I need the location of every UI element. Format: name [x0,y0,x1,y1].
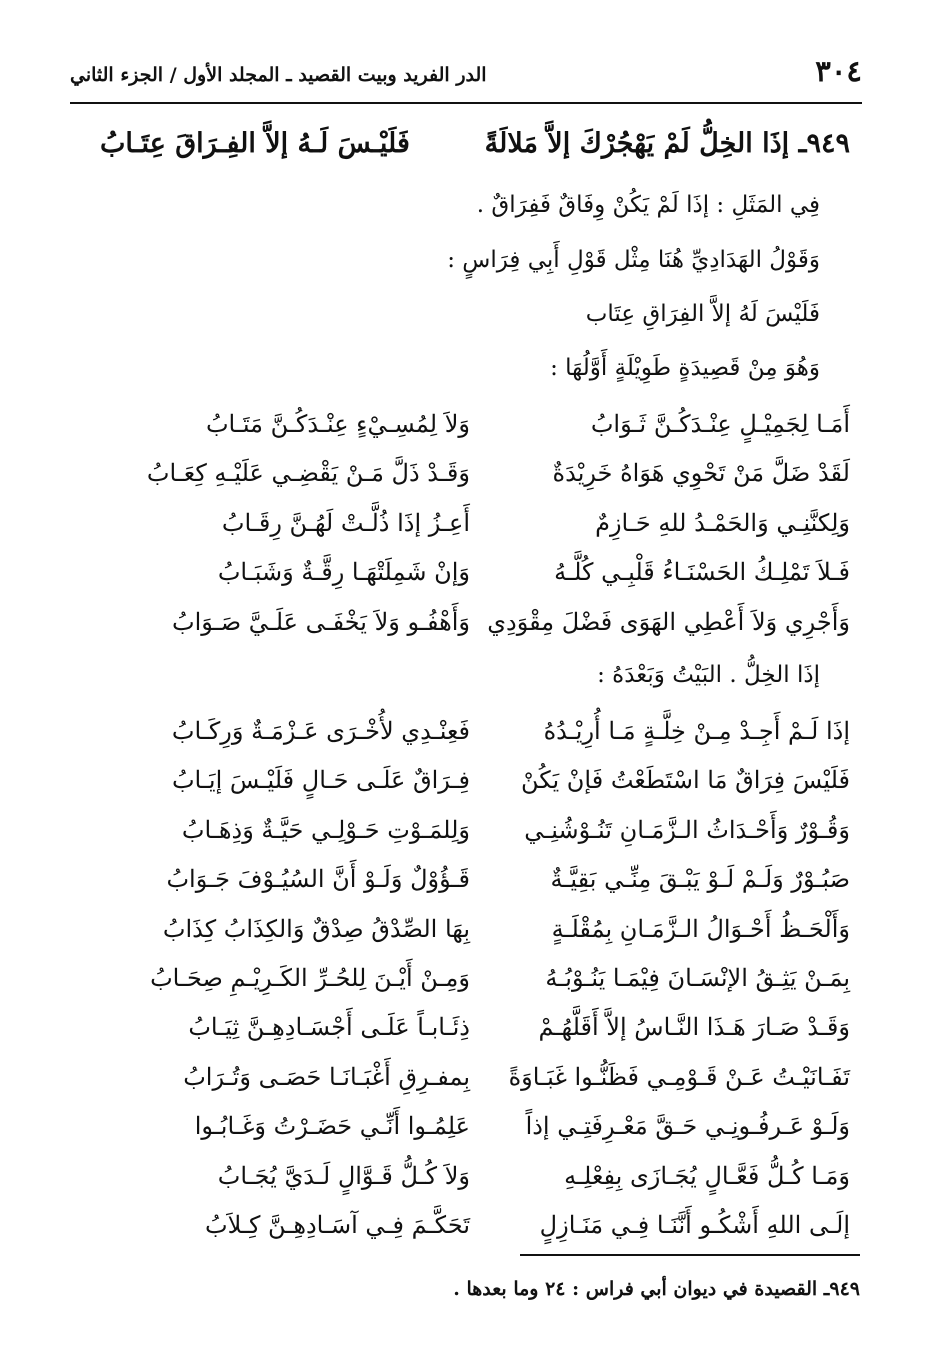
footnote-divider [520,1254,860,1256]
couplet [100,964,850,1013]
page-header [70,52,862,100]
first-hemistich: بِمَـنْ يَثِـقُ الإنْسَـانَ فِيْمَـا يَنُـوْبُـهُ [545,963,850,992]
second-hemistich: وَقَـدْ ذَلَّ مَـنْ يَقْضِـي عَلَيْـهِ كِعَـابُ [146,459,470,488]
couplet [100,1112,850,1161]
commentary-line: وَهُوَ مِنْ قَصِيدَةٍ طَوِيْلَةٍ أَوَّلُهَا : [550,355,820,381]
first-hemistich: فَلَيْسَ فِرَاقٌ مَا اسْتَطَعْتُ فَإنْ يَكُنْ [520,766,850,795]
commentary-line: وَقَوْلُ الهَدَادِيِّ هُنَا مِثْل قَوْلِ أَبِي فِرَاسٍ : [447,247,820,273]
second-hemistich: أَعِـزُ إذَا ذُلَّـتْ لَهُـنَّ رِقَـابُ [221,508,470,537]
entry-verse-first-hemistich: ٩٤٩ـ إذَا الخِلُّ لَمْ يَهْجُرْكَ إلاَّ مَلالَةً [484,128,850,159]
couplet [100,509,850,558]
footnote: ٩٤٩ـ القصيدة في ديوان أبي فراس : ٢٤ وما بعدها . [453,1278,860,1300]
second-hemistich: فِـرَاقٌ عَلَـى حَـالٍ فَلَيْـسَ إيَـابُ [171,766,470,795]
second-hemistich: وَلاَ كُـلُّ قَـوَّالٍ لَـدَيَّ يُجَـابُ [217,1161,470,1190]
commentary-line: فِي المَثَلِ : إذَا لَمْ يَكُنْ وِفَاقٌ فَفِرَاقٌ . [476,192,820,218]
running-title: الدر الفريد وبيت القصيد ـ المجلد الأول / الجزء الثاني [70,64,487,86]
commentary-line: فَلَيْسَ لَهُ إلاَّ الفِرَاقِ عِتَاب [585,301,820,327]
couplet [100,717,850,766]
first-hemistich: وَلَـوْ عَـرفُـونِـي حَـقَّ مَعْـرِفَتِـي إذاً [525,1112,850,1141]
entry-verse [100,128,850,178]
couplet [100,459,850,508]
couplet [100,1162,850,1211]
couplet [100,1211,850,1260]
first-hemistich: وَأَلْحَـظُ أَحْـوَالُ الـزَّمَـانِ بِمُقْلَـةٍ [551,914,850,943]
first-hemistich: وَأَجْرِي وَلاَ أَعْطِي الهَوَى فَضْلَ مِقْوَدِي [487,607,850,636]
poem-block-2 [100,717,850,1260]
first-hemistich: إذَا لَـمْ أَجِـدْ مِـنْ خِلَّـةٍ مَـا أُرِيْـدُهُ [543,717,850,745]
couplet [100,1063,850,1112]
second-hemistich: وَلِلمَـوْتِ حَـوْلِـي حَيَّـةٌ وَذِهَـابُ [181,815,470,844]
first-hemistich: وَمَـا كُـلُّ فَعَّـالٍ يُجَـازَى بِفِعْلِـهِ [564,1161,850,1190]
couplet [100,558,850,607]
first-hemistich: وَلِكنَّنِـي وَالحَمْـدُ للهِ حَـازِمٌ [595,508,850,537]
second-hemistich: فَعِنْـدِي لأُخْـرَى عَـزْمَـةٌ وَرِكَـابُ [171,717,470,745]
first-hemistich: صَبُـوْرٌ وَلَـمْ لَـوْ يَبْـقَ مِنِّـي بَقِيَّـةٌ [550,865,850,894]
first-hemistich: تَفَـانَيْـتُ عَـنْ قَـوْمِـي فَظَنُّـوا غَبَـاوَةً [508,1062,850,1091]
couplet [100,915,850,964]
second-hemistich: وَأَهْفُـو وَلاَ يَخْفَـى عَلَـيَّ صَـوَابُ [172,607,470,636]
first-hemistich: لَقَدْ ضَلَّ مَنْ تَحْوِي هَوَاهُ خَرِيْدَةٌ [552,459,850,488]
poem-block-1 [100,410,850,657]
second-hemistich: قَـؤُوْلٌ وَلَـوْ أَنَّ السُيُـوْفَ جَـوَابُ [166,865,470,894]
entry-verse-second-hemistich: فَلَيْـسَ لَـهُ إلاَّ الفِـرَاقَ عِتَـابُ [100,128,410,159]
first-hemistich: إلَـى اللهِ أَشْكُـو أَنَّنَـا فِـي مَنَـازِلٍ [539,1210,850,1239]
page-number: ٣٠٤ [815,54,862,88]
couplet [100,410,850,459]
second-hemistich: بِهَا الصِّدْقُ صِدْقٌ وَالكِذَابُ كِذَابُ [162,914,470,943]
second-hemistich: وَمِـنْ أَيْـنَ لِلحُـرِّ الكَـرِيْـمِ صِحَـابُ [150,963,470,992]
couplet [100,608,850,657]
couplet [100,816,850,865]
second-hemistich: عَلِمُـوا أَنِّـي حَضَـرْتُ وَغَـابُـوا [194,1112,470,1141]
second-hemistich: ذِئَـابـاً عَلَـى أَجْسَـادِهِـنَّ ثِيَـابُ [188,1013,470,1042]
first-hemistich: وَقَـدْ صَـارَ هَـذَا النَّـاسُ إلاَّ أَقَلَّهُـمْ [538,1013,850,1042]
couplet [100,865,850,914]
couplet [100,766,850,815]
second-hemistich: بِمفـرِقِ أَغْبَـانَـا حَصَـى وَتُـرَابُ [183,1062,470,1091]
header-divider [70,102,862,104]
second-hemistich: وَإنْ شَمِلَتْهَـا رِقَّـةٌ وَشَبَـابُ [217,558,470,587]
first-hemistich: أَمَـا لِجَمِيْـلٍ عِنْـدَكُـنَّ ثَـوَابُ [590,410,850,438]
second-hemistich: وَلاَ لِمُسِـيْءٍ عِنْـدَكُـنَّ مَتَـابُ [205,410,470,438]
commentary-line: إذَا الخِلُّ . البَيْتُ وَبَعْدَهُ : [597,662,820,688]
first-hemistich: فَـلاَ تَمْلِـكُ الحَسْنَـاءُ قَلْبِـي كُلَّـهُ [554,558,850,587]
couplet [100,1013,850,1062]
second-hemistich: تَحَكَّـمَ فِـي آسَـادِهِـنَّ كِـلاَبُ [205,1210,470,1239]
first-hemistich: وَقُـوْرٌ وَأَحْـدَاثُ الـزَّمَـانِ تَنُـوْشُنِـي [524,815,850,844]
